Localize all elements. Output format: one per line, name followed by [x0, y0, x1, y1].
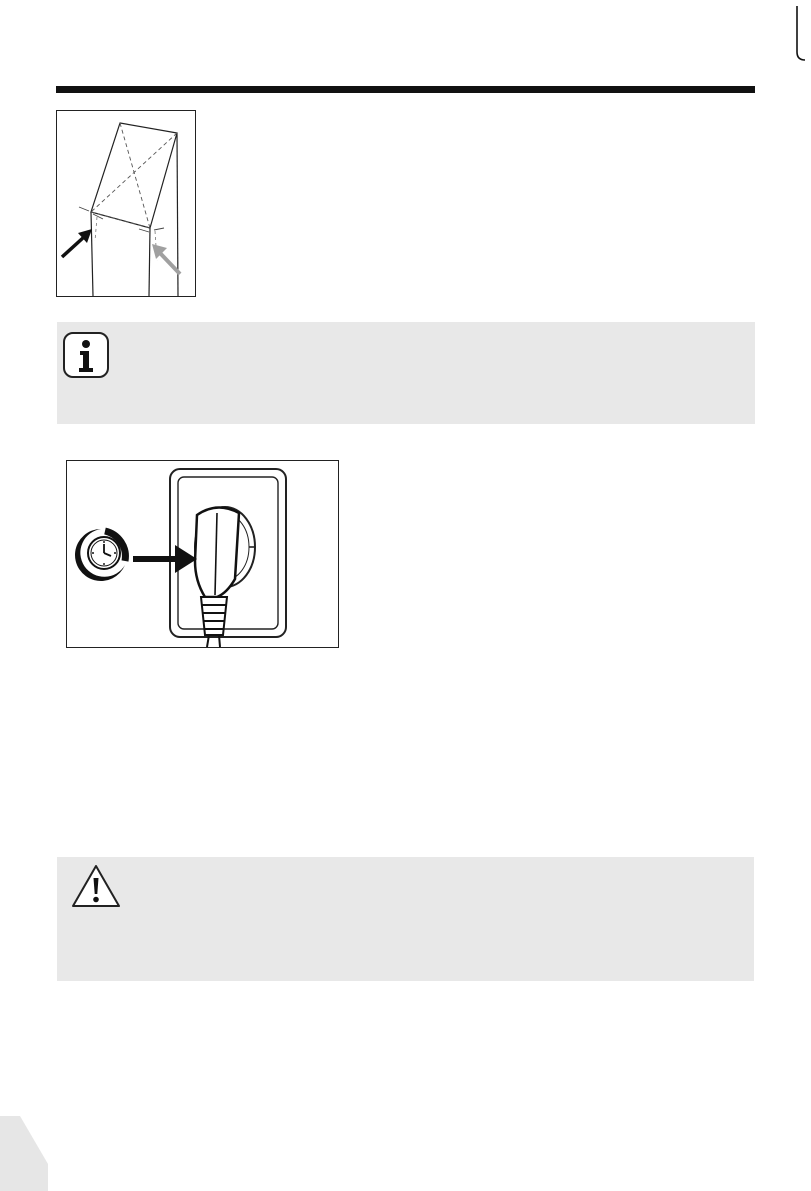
warning-triangle-icon	[70, 863, 122, 909]
note-box	[57, 322, 755, 424]
clock-wait-icon	[75, 529, 125, 581]
info-icon	[62, 331, 110, 379]
page-corner-tab	[0, 1116, 48, 1191]
door-alignment-figure	[56, 110, 196, 297]
mains-plug-figure	[66, 460, 339, 648]
warning-box	[57, 857, 754, 981]
cut-mark	[795, 6, 807, 62]
door-alignment-diagram	[57, 111, 195, 296]
plug-into-socket-diagram	[67, 461, 338, 647]
header-rule	[56, 86, 755, 93]
